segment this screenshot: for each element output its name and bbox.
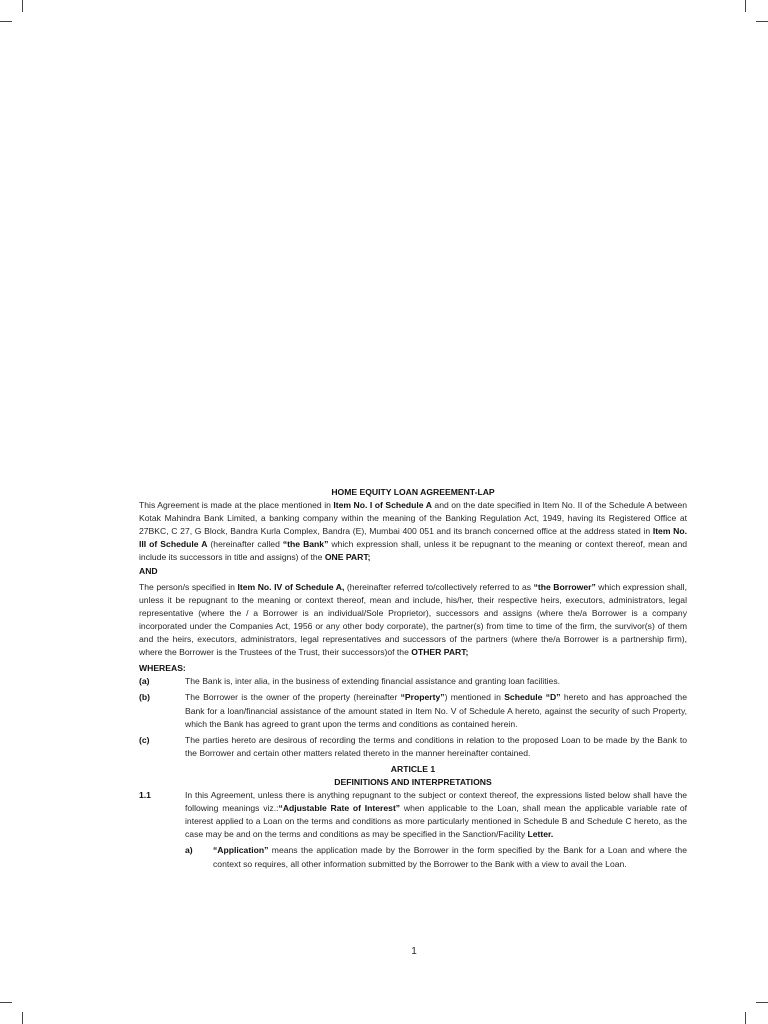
crop-mark-bottom-right-vertical bbox=[745, 1012, 746, 1024]
clause-label: 1.1 bbox=[139, 790, 151, 801]
intro-emphasis: Item No. III of Schedule A bbox=[139, 526, 688, 550]
intro-emphasis: “the Bank” bbox=[282, 539, 329, 550]
borrower-text: which expression shall, unless it be repugnant to the meaning or context thereof, mean and include, his/her, their respective heirs, executors, administrators, legal representative (where the / a Borrower is an individual/Sole Proprietor), successors and assigns (where the/a Borrower is a company incorporated under the Companies Act, 1956 or any other body corporate), the partner(s) from time to time of the firm, the survivor(s) of them and the heirs, executors, administrators, legal representatives and successors of the partners (where the/a Borrower is a partnership firm), where the Borrower is the Trustees of the Trust, their successors)of the bbox=[139, 581, 687, 658]
borrower-paragraph bbox=[139, 581, 687, 660]
intro-text: (hereinafter called bbox=[207, 539, 283, 550]
intro-emphasis: ONE PART; bbox=[324, 552, 371, 563]
borrower-text: The person/s specified in bbox=[139, 581, 238, 592]
intro-text: which expression shall, unless it be repugnant to the meaning or context thereof, mean and include its successors in title and assigns) of the bbox=[139, 539, 688, 563]
recital-text-part: The Borrower is the owner of the property (hereinafter bbox=[185, 692, 401, 703]
recital-label: (b) bbox=[139, 692, 150, 703]
recital-c bbox=[139, 734, 687, 760]
crop-mark-top-right-vertical bbox=[745, 0, 746, 12]
intro-text: This Agreement is made at the place mentioned in bbox=[139, 500, 334, 511]
recital-text bbox=[185, 691, 687, 730]
recital-text: The Bank is, inter alia, in the business of extending financial assistance and granting loan facilities. bbox=[185, 676, 561, 687]
recital-emphasis: Schedule “D” bbox=[504, 692, 561, 703]
crop-mark-top-right bbox=[756, 21, 768, 22]
recital-text: The parties hereto are desirous of recording the terms and conditions in relation to the proposed Loan to be made by the Bank to the Borrower and certain other matters related thereto in the manner hereinafter contained. bbox=[185, 734, 687, 758]
recital-a bbox=[139, 675, 687, 688]
clause-emphasis: Letter. bbox=[527, 829, 554, 840]
recital-label: (a) bbox=[139, 676, 150, 687]
crop-mark-bottom-left bbox=[0, 1002, 12, 1003]
clause-text bbox=[185, 789, 687, 841]
agreement-document bbox=[139, 486, 687, 871]
borrower-emphasis: OTHER PART; bbox=[411, 647, 469, 658]
clause-text-part: In this Agreement, unless there is anything repugnant to the subject or context thereof, the expressions listed below shall have the following meanings viz.: bbox=[185, 790, 687, 814]
crop-mark-bottom-right bbox=[756, 1002, 768, 1003]
and-label bbox=[139, 565, 687, 578]
crop-mark-top-left bbox=[0, 21, 12, 22]
borrower-text: (hereinafter referred to/collectively referred to as bbox=[344, 581, 534, 592]
whereas-text: WHEREAS: bbox=[139, 663, 186, 674]
document-title: HOME EQUITY LOAN AGREEMENT-LAP bbox=[331, 487, 495, 497]
and-text: AND bbox=[139, 565, 158, 576]
page-number: 1 bbox=[411, 946, 417, 957]
crop-mark-bottom-left-vertical bbox=[22, 1012, 23, 1024]
article-subtitle: DEFINITIONS AND INTERPRETATIONS bbox=[334, 776, 492, 787]
intro-emphasis: Item No. I of Schedule A bbox=[333, 500, 432, 511]
recital-text-part: ) mentioned in bbox=[444, 692, 505, 703]
recital-label: (c) bbox=[139, 734, 150, 745]
recital-emphasis: “Property” bbox=[400, 692, 445, 703]
clause-text-part: when applicable to the Loan, shall mean the applicable variable rate of interest applied to a Loan on the terms and conditions as more particularly mentioned in Schedule B and Schedule C hereto, as the case may be and on the terms and conditions as may be specified in the Sanction/Facility bbox=[185, 803, 688, 840]
recital-text-part: hereto and has approached the Bank for a loan/financial assistance of the amount stated in Item No. V of Schedule A hereto, against the security of such Property, which the Bank has agreed to grant upon the terms and conditions as contained herein. bbox=[185, 692, 687, 729]
whereas-label bbox=[139, 662, 687, 675]
definition-label: a) bbox=[185, 845, 193, 856]
borrower-emphasis: “the Borrower” bbox=[533, 581, 596, 592]
definition-text bbox=[213, 844, 687, 870]
definition-term: “Application” bbox=[213, 845, 269, 856]
intro-paragraph bbox=[139, 499, 687, 564]
definition-a bbox=[185, 844, 687, 870]
borrower-emphasis: Item No. IV of Schedule A, bbox=[237, 581, 345, 592]
recital-b bbox=[139, 691, 687, 730]
article-title: ARTICLE 1 bbox=[390, 763, 436, 774]
intro-text: and on the date specified in Item No. II of the Schedule A between Kotak Mahindra Bank Limited, a banking company within the meaning of the Banking Regulation Act, 1949, having its Registered Office at 27BKC, C 27, G Block, Bandra Kurla Complex, Bandra (E), Mumbai 400 051 and its branch concerned office at the address stated in bbox=[139, 500, 688, 537]
definition-text-part: means the application made by the Borrower in the form specified by the Bank for a Loan and where the context so requires, all other information submitted by the Borrower to the Bank with a view to avail the Loan. bbox=[213, 845, 687, 869]
clause-1-1 bbox=[139, 789, 687, 841]
clause-emphasis: “Adjustable Rate of Interest” bbox=[278, 803, 401, 814]
crop-mark-top-left-vertical bbox=[22, 0, 23, 12]
